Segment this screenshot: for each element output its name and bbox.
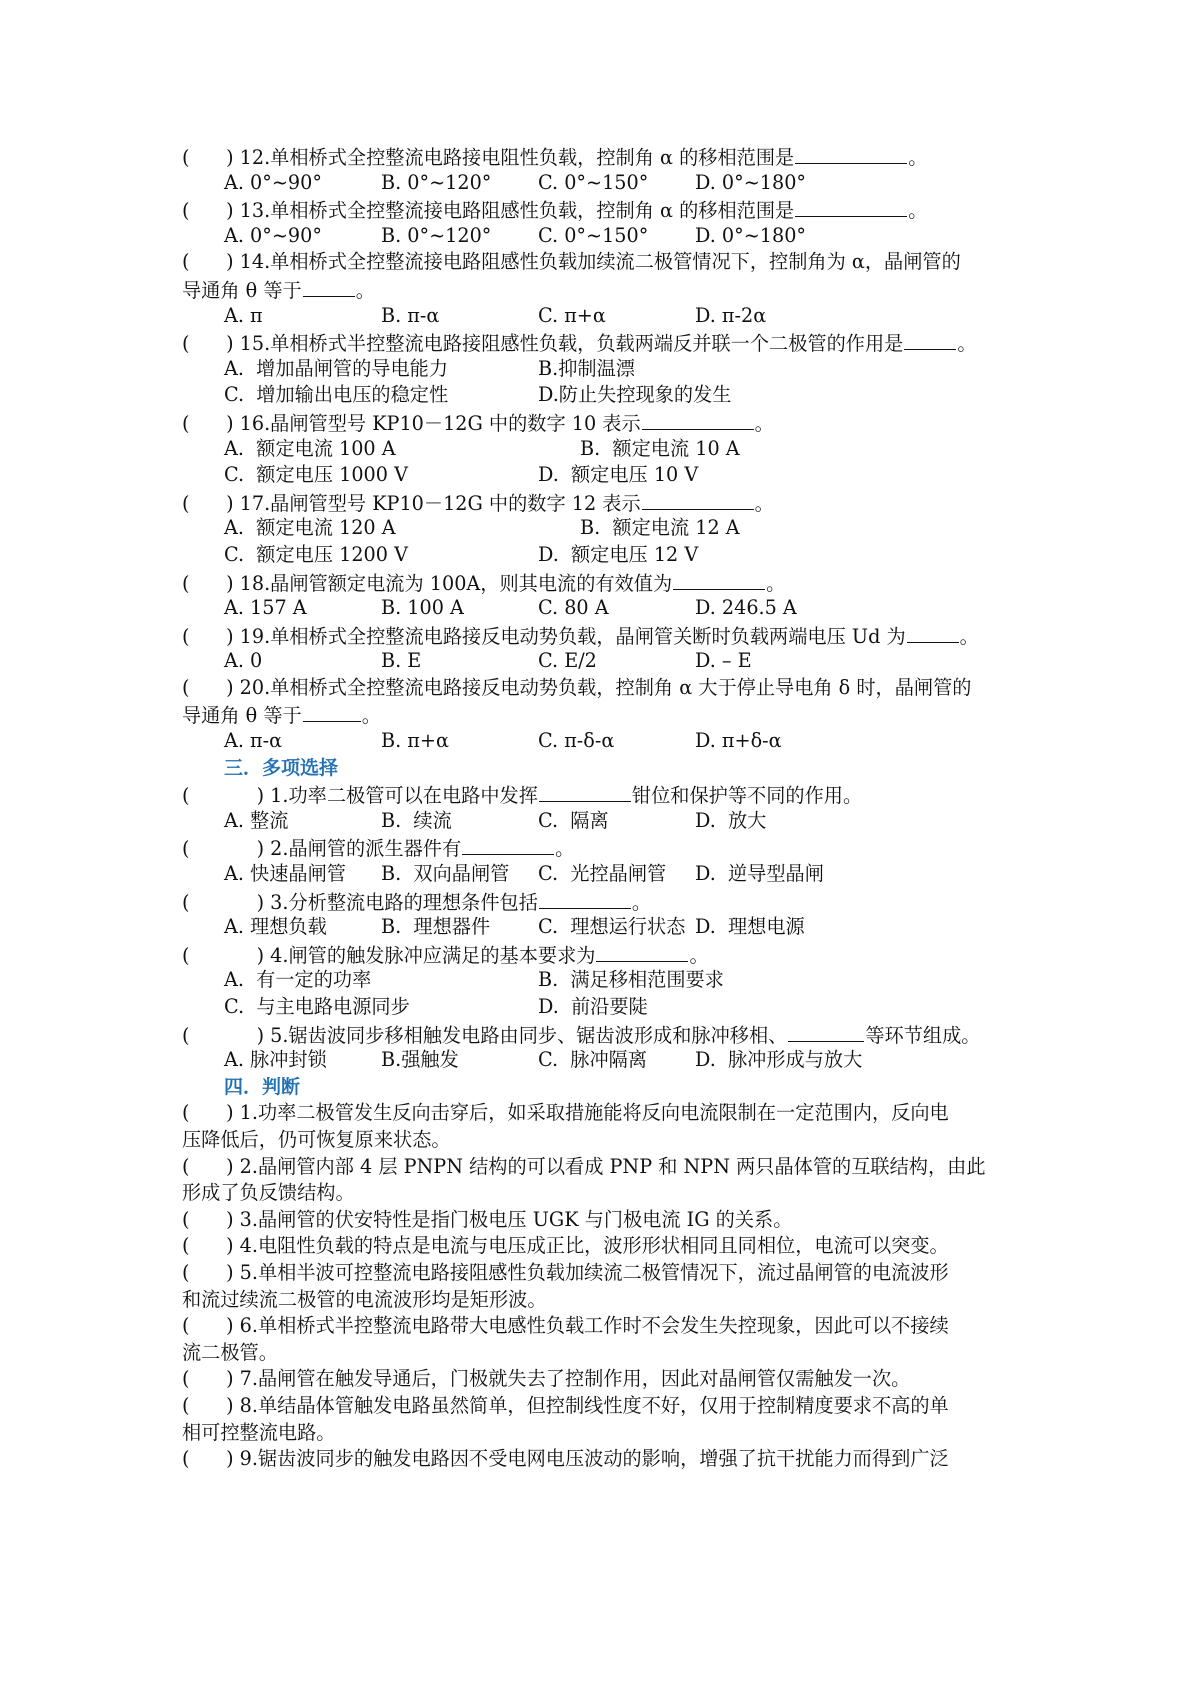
question-text: 导通角 θ 等于	[182, 704, 302, 728]
option-row	[182, 967, 1022, 994]
answer-blank[interactable]	[642, 489, 754, 510]
option-a: A. 理想负载	[224, 915, 327, 939]
question-tail: 。	[754, 491, 774, 515]
question-line	[182, 1233, 1022, 1260]
question-text: ( ) 3.分析整流电路的理想条件包括	[182, 890, 538, 914]
question-line	[182, 1393, 1022, 1420]
question-line	[182, 834, 1022, 861]
option-c: C. 脉冲隔离	[538, 1048, 648, 1072]
question-tail: 。	[355, 278, 375, 302]
question-line	[182, 1446, 1022, 1473]
answer-blank[interactable]	[642, 409, 754, 430]
answer-blank[interactable]	[462, 834, 554, 855]
question-text: 导通角 θ 等于	[182, 278, 302, 302]
option-a: A. 额定电流 120 A	[224, 516, 396, 540]
question-text: ( ) 14.单相桥式全控整流接电路阻感性负载加续流二极管情况下，控制角为 α，晶闸管的	[182, 250, 961, 274]
question-line	[182, 1154, 1022, 1181]
question-text: ( ) 2.晶闸管的派生器件有	[182, 837, 462, 861]
option-row	[182, 808, 1022, 835]
question-tail: 。	[754, 411, 774, 435]
question-text: ( ) 12.单相桥式全控整流电路接电阻性负载，控制角 α 的移相范围是	[182, 146, 795, 169]
question-line	[182, 329, 1022, 356]
answer-blank[interactable]	[303, 701, 361, 722]
question-text: ( ) 20.单相桥式全控整流电路接反电动势负载，控制角 α 大于停止导电角 δ 时，晶闸管的	[182, 675, 972, 699]
option-b: B. 双向晶闸管	[381, 862, 510, 886]
question-tail: 等环节组成。	[865, 1023, 981, 1047]
option-b: D. 额定电压 12 V	[538, 542, 699, 566]
option-b: D. 前沿要陡	[538, 995, 648, 1018]
option-b: D.防止失控现象的发生	[538, 383, 732, 407]
question-line	[182, 888, 1022, 915]
question-text: 流二极管。	[182, 1340, 278, 1364]
option-a: A. 157 A	[224, 596, 307, 620]
option-row	[182, 994, 1022, 1021]
option-row	[182, 170, 1022, 197]
option-a: A. 整流	[224, 808, 289, 832]
option-c: C. E/2	[538, 649, 597, 673]
answer-blank[interactable]	[539, 888, 631, 909]
answer-blank[interactable]	[795, 143, 907, 164]
option-b: B. 0°~120°	[381, 170, 492, 194]
question-text: 相可控整流电路。	[182, 1420, 336, 1444]
question-line	[182, 1021, 1022, 1048]
option-d: D. π-2α	[695, 303, 767, 327]
option-c: C. 理想运行状态	[538, 915, 686, 939]
question-text: ( ) 4.电阻性负载的特点是电流与电压成正比，波形形状相同且同相位，电流可以突变。	[182, 1234, 949, 1258]
question-line	[182, 622, 1022, 649]
question-text: 形成了负反馈结构。	[182, 1181, 355, 1205]
question-text: ( ) 19.单相桥式全控整流电路接反电动势负载，晶闸管关断时负载两端电压 Ud 为	[182, 624, 906, 648]
question-continuation	[182, 1420, 1022, 1447]
option-b: B. π-α	[381, 303, 440, 327]
option-row	[182, 542, 1022, 569]
question-line	[182, 1100, 1022, 1127]
question-continuation	[182, 701, 1022, 728]
question-continuation	[182, 1127, 1022, 1154]
question-tail: 。	[689, 943, 709, 967]
option-a: A. 增加晶闸管的导电能力	[224, 356, 449, 380]
answer-blank[interactable]	[795, 196, 907, 217]
option-row	[182, 861, 1022, 888]
option-d: D. 逆导型晶闸	[695, 862, 824, 886]
question-continuation	[182, 1287, 1022, 1314]
option-b: B. 0°~120°	[381, 223, 492, 247]
option-row	[182, 648, 1022, 675]
question-tail: 。	[631, 890, 652, 914]
answer-blank[interactable]	[596, 941, 688, 962]
question-line	[182, 249, 1022, 276]
question-line	[182, 1207, 1022, 1234]
option-a: C. 与主电路电源同步	[224, 995, 410, 1018]
question-tail: 。	[908, 146, 928, 169]
answer-blank[interactable]	[904, 329, 956, 350]
question-text: ( ) 2.晶闸管内部 4 层 PNPN 结构的可以看成 PNP 和 NPN 两只晶体管的互联结构，由此	[182, 1154, 986, 1178]
question-tail: 钳位和保护等不同的作用。	[631, 784, 863, 808]
question-text: ( ) 6.单相桥式半控整流电路带大电感性负载工作时不会发生失控现象，因此可以不接续	[182, 1314, 949, 1338]
option-d: D. 246.5 A	[695, 596, 797, 620]
question-text: ( ) 1.功率二极管可以在电路中发挥	[182, 784, 538, 808]
option-b: B. E	[381, 649, 422, 673]
question-line	[182, 781, 1022, 808]
question-line	[182, 675, 1022, 702]
answer-blank[interactable]	[788, 1021, 864, 1042]
option-row	[182, 436, 1022, 463]
question-tail: 。	[555, 837, 575, 861]
option-a: C. 增加输出电压的稳定性	[224, 383, 449, 407]
option-b: B. 100 A	[381, 596, 464, 620]
option-row	[182, 382, 1022, 409]
option-row	[182, 462, 1022, 489]
option-b: B. 续流	[381, 808, 452, 832]
option-c: C. 隔离	[538, 808, 609, 832]
option-row	[182, 515, 1022, 542]
option-d: D. – E	[695, 649, 752, 673]
question-text: ( ) 8.单结晶体管触发电路虽然简单，但控制线性度不好，仅用于控制精度要求不高的单	[182, 1393, 949, 1417]
option-b: B. 理想器件	[381, 915, 491, 939]
option-a: A. 0°~90°	[224, 170, 322, 194]
question-text: ( ) 13.单相桥式全控整流接电路阻感性负载，控制角 α 的移相范围是	[182, 199, 795, 223]
option-b: B. 满足移相范围要求	[538, 968, 724, 992]
question-text: ( ) 3.晶闸管的伏安特性是指门极电压 UGK 与门极电流 IG 的关系。	[182, 1207, 793, 1231]
option-c: C. 0°~150°	[538, 223, 649, 247]
question-line	[182, 196, 1022, 223]
option-a: C. 额定电压 1200 V	[224, 542, 408, 566]
option-d: D. π+δ-α	[695, 729, 782, 753]
option-b: B. π+α	[381, 729, 449, 753]
option-d: D. 0°~180°	[695, 170, 806, 194]
option-a: A. 0	[224, 649, 263, 673]
option-b: D. 额定电压 10 V	[538, 463, 699, 487]
option-row	[182, 914, 1022, 941]
option-a: A. π	[224, 303, 263, 327]
question-line	[182, 1313, 1022, 1340]
option-row	[182, 356, 1022, 383]
section-heading-text: 三．多项选择	[224, 756, 339, 779]
section-heading-text: 四．判断	[224, 1075, 301, 1098]
option-b: B.强触发	[381, 1048, 459, 1072]
question-tail: 。	[908, 199, 928, 223]
answer-blank[interactable]	[539, 781, 631, 802]
option-row	[182, 1047, 1022, 1074]
question-text: ( ) 5.单相半波可控整流电路接阻感性负载加续流二极管情况下，流过晶闸管的电流波形	[182, 1260, 949, 1284]
question-text: ( ) 4.闸管的触发脉冲应满足的基本要求为	[182, 943, 596, 967]
option-c: C. π+α	[538, 303, 606, 327]
question-continuation	[182, 1340, 1022, 1367]
question-line	[182, 1366, 1022, 1393]
question-text: ( ) 16.晶闸管型号 KP10－12G 中的数字 10 表示	[182, 411, 641, 435]
option-a: C. 额定电压 1000 V	[224, 463, 408, 487]
question-tail: 。	[766, 571, 786, 595]
section-heading	[182, 755, 1022, 782]
option-c: C. π-δ-α	[538, 729, 615, 753]
question-line	[182, 409, 1022, 436]
question-text: ( ) 7.晶闸管在触发导通后，门极就失去了控制作用，因此对晶闸管仅需触发一次。	[182, 1367, 911, 1391]
option-row	[182, 223, 1022, 250]
option-row	[182, 595, 1022, 622]
option-d: D. 0°~180°	[695, 223, 806, 247]
answer-blank[interactable]	[303, 276, 355, 297]
question-text: ( ) 18.晶闸管额定电流为 100A，则其电流的有效值为	[182, 571, 673, 595]
question-tail: 。	[957, 332, 977, 356]
question-text: 和流过续流二极管的电流波形均是矩形波。	[182, 1287, 547, 1311]
option-row	[182, 728, 1022, 755]
option-d: D. 脉冲形成与放大	[695, 1048, 863, 1072]
question-continuation	[182, 276, 1022, 303]
option-b: B.抑制温漂	[538, 356, 635, 380]
option-c: C. 0°~150°	[538, 170, 649, 194]
option-b: B. 额定电流 12 A	[580, 516, 740, 540]
answer-blank[interactable]	[907, 622, 959, 643]
question-text: 压降低后，仍可恢复原来状态。	[182, 1127, 451, 1151]
answer-blank[interactable]	[673, 569, 765, 590]
option-d: D. 放大	[695, 808, 767, 832]
question-line	[182, 941, 1022, 968]
question-text: ( ) 9.锯齿波同步的触发电路因不受电网电压波动的影响，增强了抗干扰能力而得到广泛	[182, 1447, 949, 1471]
option-a: A. 快速晶闸管	[224, 862, 346, 886]
document-page	[182, 143, 1022, 1473]
option-a: A. 有一定的功率	[224, 968, 372, 992]
question-text: ( ) 5.锯齿波同步移相触发电路由同步、锯齿波形成和脉冲移相、	[182, 1023, 788, 1047]
question-line	[182, 569, 1022, 596]
question-text: ( ) 15.单相桥式半控整流电路接阻感性负载，负载两端反并联一个二极管的作用是	[182, 332, 904, 356]
question-line	[182, 489, 1022, 516]
option-a: A. π-α	[224, 729, 283, 753]
question-line	[182, 143, 1022, 170]
option-d: D. 理想电源	[695, 915, 805, 939]
option-a: A. 额定电流 100 A	[224, 436, 396, 460]
option-c: C. 80 A	[538, 596, 609, 620]
question-tail: 。	[959, 624, 979, 648]
question-line	[182, 1260, 1022, 1287]
question-text: ( ) 1.功率二极管发生反向击穿后，如采取措施能将反向电流限制在一定范围内，反向电	[182, 1101, 949, 1125]
question-text: ( ) 17.晶闸管型号 KP10－12G 中的数字 12 表示	[182, 491, 641, 515]
option-a: A. 脉冲封锁	[224, 1048, 327, 1072]
option-c: C. 光控晶闸管	[538, 862, 667, 886]
option-a: A. 0°~90°	[224, 223, 322, 247]
section-heading	[182, 1074, 1022, 1101]
question-continuation	[182, 1180, 1022, 1207]
option-row	[182, 303, 1022, 330]
question-tail: 。	[361, 704, 381, 728]
option-b: B. 额定电流 10 A	[580, 436, 740, 460]
